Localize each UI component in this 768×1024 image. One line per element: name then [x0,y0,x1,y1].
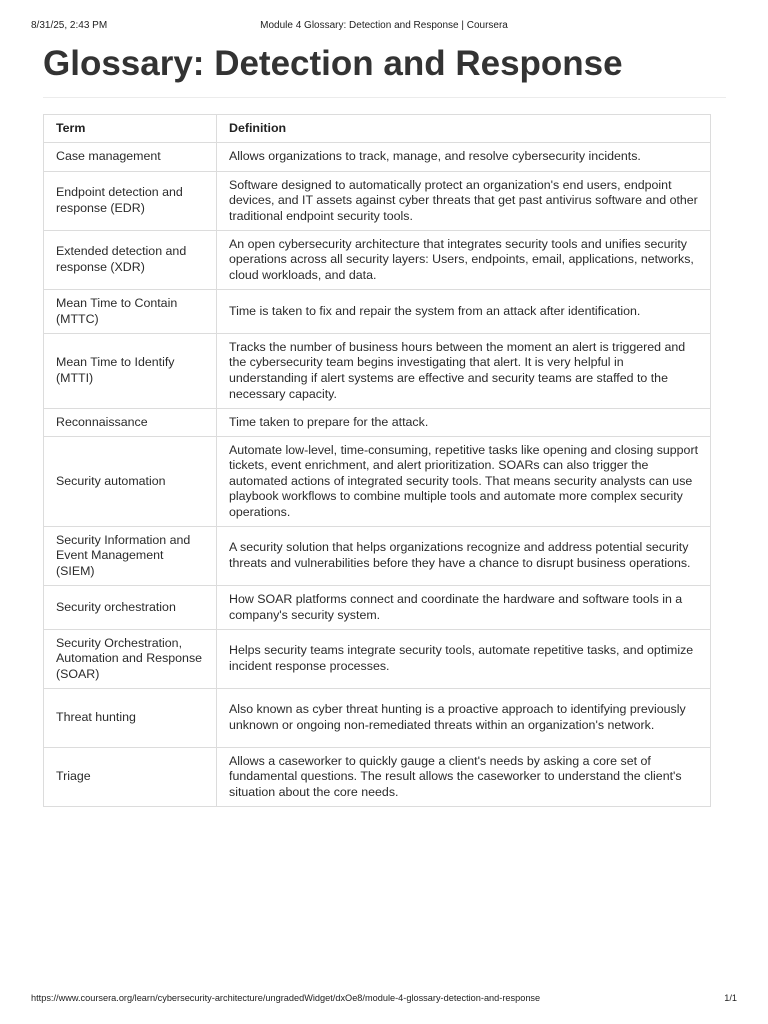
term-cell: Security Orchestration, Automation and Response (SOAR) [44,630,217,689]
definition-cell: Software designed to automatically protect an organization's end users, endpoint devices, and IT assets against cyber threats that get past antivirus software and other traditional endpoint security tools. [217,172,711,231]
term-cell: Case management [44,143,217,172]
print-footer [31,993,737,1005]
term-cell: Security automation [44,437,217,527]
table-row [44,231,711,290]
definition-cell: Allows a caseworker to quickly gauge a client's needs by asking a core set of fundamental questions. The result allows the caseworker to understand the client's situation about the core needs. [217,748,711,807]
title-divider [43,97,726,98]
page-number: 1/1 [724,993,737,1003]
definition-cell: An open cybersecurity architecture that integrates security tools and unifies security operations across all security layers: Users, endpoints, email, applications, networks, cloud workloads, and data. [217,231,711,290]
table-row [44,409,711,437]
table-row [44,172,711,231]
column-header-term: Term [44,115,217,143]
print-page-title: Module 4 Glossary: Detection and Response | Coursera [260,20,508,31]
table-header-row [44,115,711,143]
table-row [44,630,711,689]
term-cell: Triage [44,748,217,807]
definition-cell: Automate low-level, time-consuming, repetitive tasks like opening and closing support tickets, event enrichment, and alert prioritization. SOARs can also trigger the automated actions of integrated security tools. That means security analysts can use playbook workflows to combine multiple tools and automate more complex security operations. [217,437,711,527]
definition-cell: Also known as cyber threat hunting is a proactive approach to identifying previously unknown or ongoing non-remediated threats within an organization's network. [217,689,711,748]
term-cell: Extended detection and response (XDR) [44,231,217,290]
table-row [44,143,711,172]
table-row [44,290,711,334]
term-cell: Endpoint detection and response (EDR) [44,172,217,231]
definition-cell: Helps security teams integrate security tools, automate repetitive tasks, and optimize incident response processes. [217,630,711,689]
term-cell: Mean Time to Contain (MTTC) [44,290,217,334]
print-header [31,20,737,32]
print-datetime: 8/31/25, 2:43 PM [31,20,108,31]
table-row [44,334,711,409]
definition-cell: Allows organizations to track, manage, and resolve cybersecurity incidents. [217,143,711,172]
print-url: https://www.coursera.org/learn/cybersecurity-architecture/ungradedWidget/dxOe8/module-4-glossary-detection-and-response [31,993,541,1003]
page-title: Glossary: Detection and Response [43,44,623,83]
term-cell: Threat hunting [44,689,217,748]
term-cell: Security orchestration [44,586,217,630]
table-row [44,586,711,630]
term-cell: Reconnaissance [44,409,217,437]
definition-cell: Time is taken to fix and repair the system from an attack after identification. [217,290,711,334]
definition-cell: How SOAR platforms connect and coordinate the hardware and software tools in a company's security system. [217,586,711,630]
glossary-table [43,114,711,807]
table-row [44,437,711,527]
table-row [44,527,711,586]
table-row [44,748,711,807]
column-header-definition: Definition [217,115,711,143]
definition-cell: Tracks the number of business hours between the moment an alert is triggered and the cybersecurity team begins investigating that alert. It is very helpful in understanding if alert systems are effective and security teams are staffed to the necessary capacity. [217,334,711,409]
definition-cell: A security solution that helps organizations recognize and address potential security threats and vulnerabilities before they have a chance to disrupt business operations. [217,527,711,586]
term-cell: Mean Time to Identify (MTTI) [44,334,217,409]
definition-cell: Time taken to prepare for the attack. [217,409,711,437]
table-row [44,689,711,748]
term-cell: Security Information and Event Management (SIEM) [44,527,217,586]
